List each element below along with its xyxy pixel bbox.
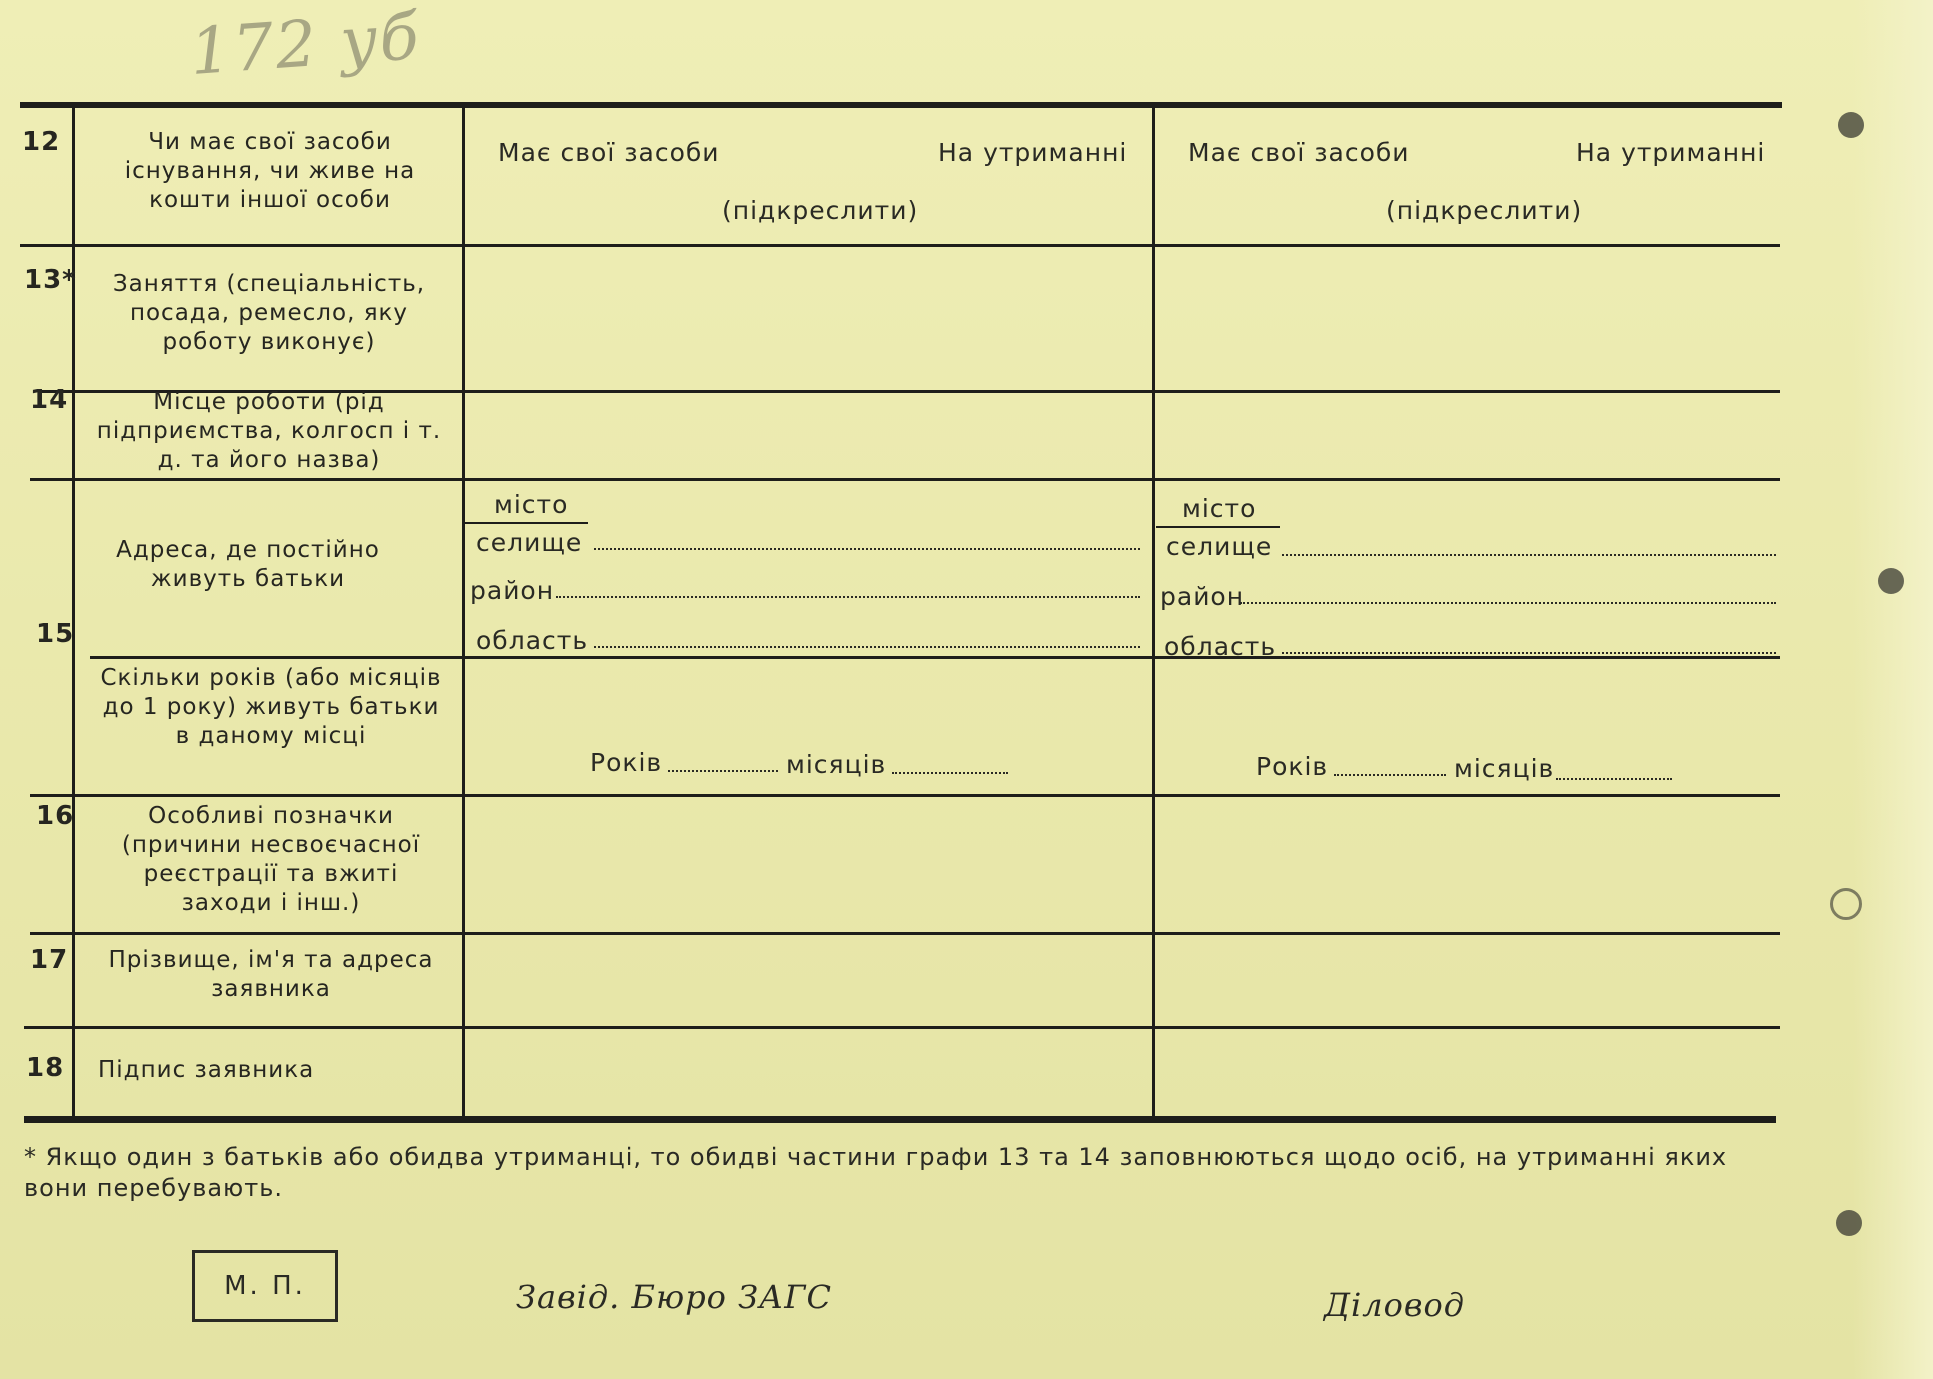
footnote: * Якщо один з батьків або обидва утриманці, то обидві частини графи 13 та 14 заповнюються щодо осіб, на утриманні яких вони перебувають. bbox=[24, 1143, 1728, 1202]
district-label: район bbox=[470, 576, 555, 605]
city-underline bbox=[1156, 526, 1280, 528]
district-label: район bbox=[1160, 582, 1245, 611]
row-divider bbox=[30, 932, 1780, 935]
row-17-label: Прізвище, ім'я та адреса заявника bbox=[108, 947, 434, 1002]
option-dependent: На утриманні bbox=[1576, 138, 1766, 167]
row-number: 13* bbox=[24, 265, 77, 295]
row-number: 15 bbox=[36, 619, 75, 649]
region-line bbox=[1282, 652, 1776, 654]
district-line bbox=[1240, 602, 1776, 604]
row-divider bbox=[20, 244, 1780, 247]
settlement-label: селище bbox=[476, 528, 583, 557]
city-underline bbox=[464, 522, 588, 524]
region-label: область bbox=[476, 626, 589, 655]
option-own-means: Має свої засоби bbox=[498, 138, 720, 167]
months-label: місяців bbox=[786, 750, 887, 779]
row-16-label: Особливі позначки (причини несвоєчасної реєстрації та вжиті заходи і інш.) bbox=[121, 803, 421, 916]
row-divider bbox=[30, 478, 1780, 481]
district-line bbox=[556, 596, 1140, 598]
region-label: область bbox=[1164, 632, 1277, 661]
handwritten-number: 172 уб bbox=[187, 0, 423, 90]
table-top-border bbox=[20, 102, 1782, 108]
city-label: місто bbox=[494, 490, 569, 519]
column-divider bbox=[72, 106, 75, 1118]
years-label: Років bbox=[1256, 752, 1329, 781]
years-line bbox=[668, 770, 778, 772]
months-line bbox=[892, 772, 1008, 774]
punch-hole bbox=[1878, 568, 1904, 594]
underline-hint: (підкреслити) bbox=[1386, 196, 1583, 225]
row-13-label: Заняття (спеціальність, посада, ремесло, яку роботу виконує) bbox=[112, 271, 426, 355]
column-divider bbox=[1152, 106, 1155, 1118]
punch-hole bbox=[1836, 1210, 1862, 1236]
months-line bbox=[1556, 778, 1672, 780]
row-number: 14 bbox=[30, 385, 69, 415]
city-label: місто bbox=[1182, 494, 1257, 523]
underline-hint: (підкреслити) bbox=[722, 196, 919, 225]
row-number: 17 bbox=[30, 945, 69, 975]
row-divider bbox=[30, 794, 1780, 797]
settlement-line bbox=[1282, 554, 1776, 556]
row-15-address-label: Адреса, де постійно живуть батьки bbox=[116, 537, 380, 592]
stamp-box bbox=[192, 1250, 338, 1322]
row-divider bbox=[90, 656, 1780, 659]
row-number: 16 bbox=[36, 801, 75, 831]
punch-hole bbox=[1830, 888, 1862, 920]
table-bottom-border bbox=[24, 1116, 1776, 1123]
row-number: 12 bbox=[22, 127, 61, 157]
row-divider bbox=[24, 1026, 1780, 1029]
row-14-label: Місце роботи (рід підприємства, колгосп і т. д. та його назва) bbox=[96, 389, 442, 473]
paper-edge bbox=[1853, 0, 1933, 1379]
row-15-years-label: Скільки років (або місяців до 1 року) живуть батьки в даному місці bbox=[100, 665, 442, 749]
region-line bbox=[594, 646, 1140, 648]
signature-head-label: Завід. Бюро ЗАГС bbox=[516, 1278, 832, 1316]
option-dependent: На утриманні bbox=[938, 138, 1128, 167]
settlement-label: селище bbox=[1166, 532, 1273, 561]
row-18-label: Підпис заявника bbox=[98, 1057, 315, 1083]
column-divider bbox=[462, 106, 465, 1118]
row-12-label: Чи має свої засоби існування, чи живе на кошти іншої особи bbox=[124, 129, 416, 213]
signature-clerk-label: Діловод bbox=[1324, 1286, 1466, 1324]
months-label: місяців bbox=[1454, 754, 1555, 783]
punch-hole bbox=[1838, 112, 1864, 138]
stamp-label: М. П. bbox=[224, 1271, 306, 1301]
settlement-line bbox=[594, 548, 1140, 550]
option-own-means: Має свої засоби bbox=[1188, 138, 1410, 167]
row-number: 18 bbox=[26, 1053, 65, 1083]
years-line bbox=[1334, 774, 1446, 776]
years-label: Років bbox=[590, 748, 663, 777]
